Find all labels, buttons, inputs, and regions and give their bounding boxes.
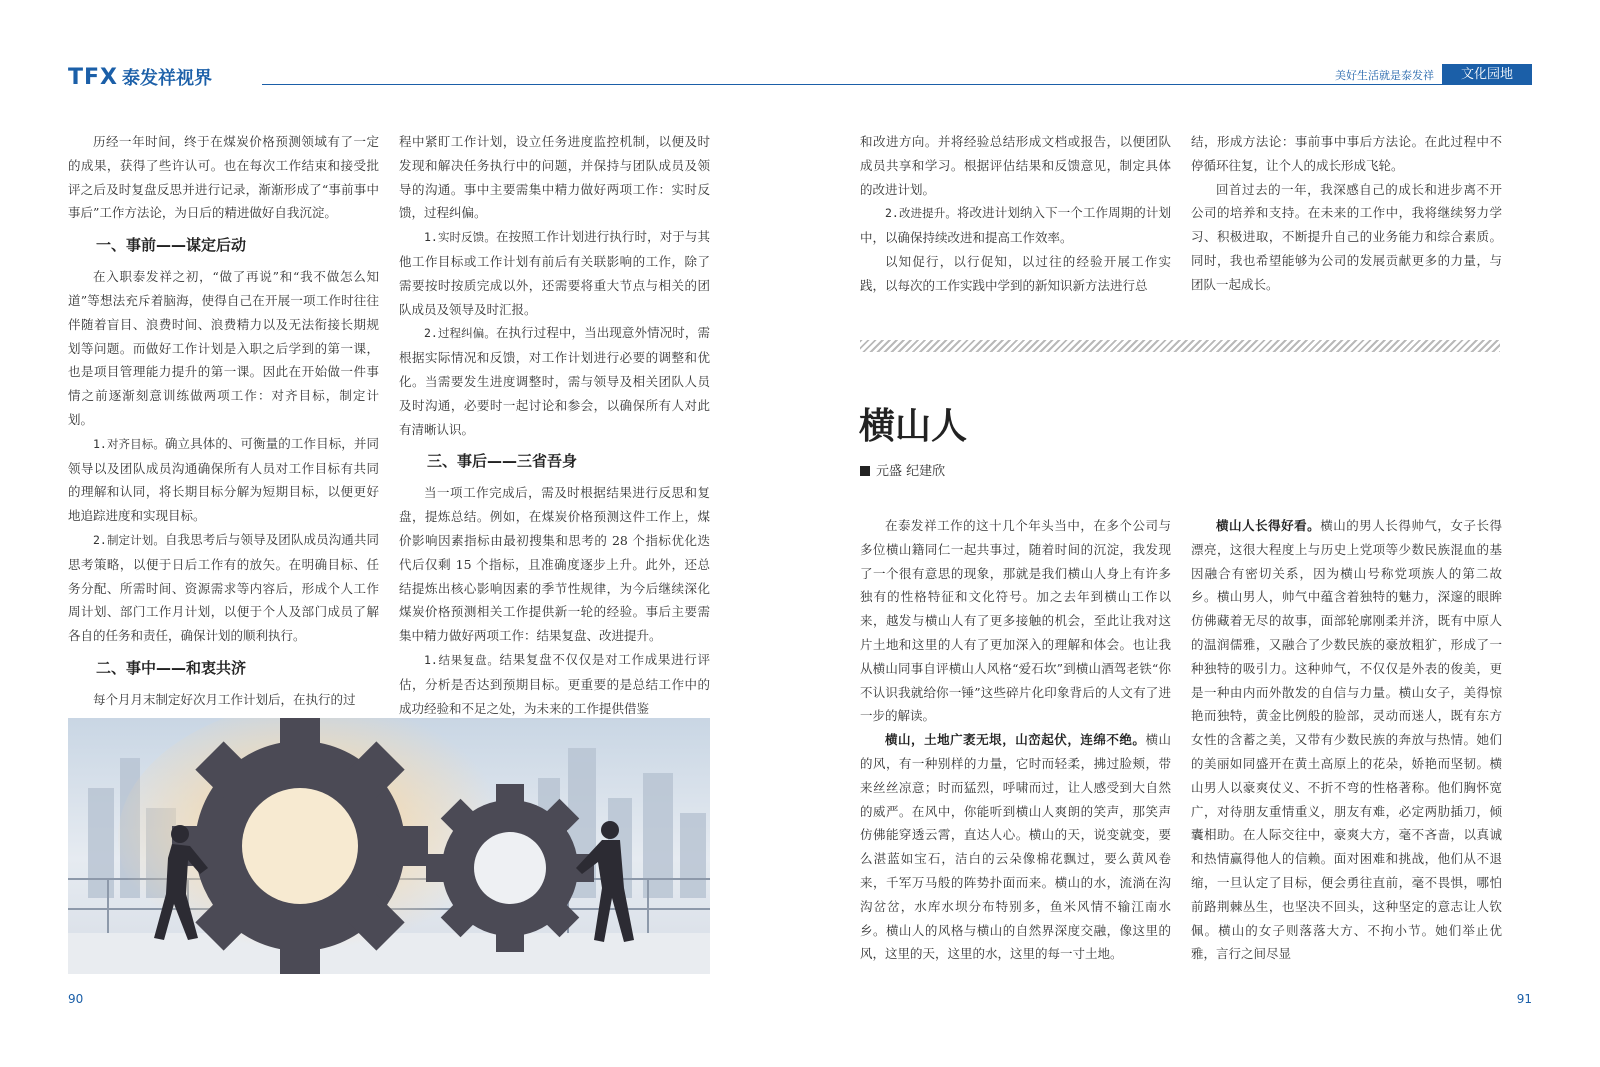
column-2 [399, 130, 710, 720]
logo-chinese: 泰发祥视界 [122, 68, 212, 89]
paragraph: 回首过去的一年，我深感自己的成长和进步离不开公司的培养和支持。在未来的工作中，我将继续努力学习、积极进取，不断提升自己的业务能力和综合素质。同时，我也希望能够为公司的发展贡献更多的力量，与团队一起成长。 [1191, 181, 1502, 292]
gears-illustration [68, 718, 710, 974]
paragraph: 和改进方向。并将经验总结形成文档或报告，以便团队成员共享和学习。根据评估结果和反馈意见，制定具体的改进计划。 [860, 134, 1171, 197]
subheading: 2.改进提升。 [885, 206, 957, 221]
section-heading: 一、事前——谋定后动 [96, 236, 247, 255]
subheading: 2.过程纠偏。 [424, 326, 496, 341]
header-rule [262, 84, 1532, 85]
section-heading: 三、事后——三省吾身 [427, 452, 578, 471]
paragraph: 结，形成方法论：事前事中事后方法论。在此过程中不停循环往复，让个人的成长形成飞轮。 [1191, 134, 1502, 173]
article-author: 元盛 纪建欣 [860, 460, 945, 479]
paragraph: 每个月月末制定好次月工作计划后，在执行的过 [93, 691, 356, 707]
paragraph: 在入职泰发祥之初，“做了再说”和“我不做怎么知道”等想法充斥着脑海，使得自己在开展一项工作时往往伴随着盲目、浪费时间、浪费精力以及无法衔接长期规划等问题。而做好工作计划是入职之后学到的第一课，也是项目管理能力提升的第一课。因此在开始做一件事情之前逐渐刻意训练做两项工作：对齐目标，制定计划。 [68, 269, 379, 427]
column-6 [1191, 514, 1502, 966]
paragraph: 历经一年时间，终于在煤炭价格预测领域有了一定的成果，获得了些许认可。也在每次工作结束和接受批评之后及时复盘反思并进行记录，渐渐形成了“事前事中事后”工作方法论，为日后的精进做好自我沉淀。 [68, 134, 379, 221]
paragraph: 程中紧盯工作计划，设立任务进度监控机制，以便及时发现和解决任务执行中的问题，并保持与团队成员及领导的沟通。事中主要需集中精力做好两项工作：实时反馈，过程纠偏。 [399, 134, 710, 221]
paragraph: 1.对齐目标。确立具体的、可衡量的工作目标，并同领导以及团队成员沟通确保所有人员对工作目标有共同的理解和认同，将长期目标分解为短期目标，以便更好地追踪进度和实现目标。 [68, 435, 379, 524]
article-title: 横山人 [859, 406, 968, 447]
paragraph: 2.制定计划。自我思考后与领导及团队成员沟通共同思考策略，以便于日后工作有的放矢。在明确目标、任务分配、所需时间、资源需求等内容后，形成个人工作周计划、部门工作月计划，以便于个人及部门成员了解各自的任务和责任，确保计划的顺利执行。 [68, 531, 379, 644]
column-1 [68, 130, 379, 712]
paragraph: 当一项工作完成后，需及时根据结果进行反思和复盘，提炼总结。例如，在煤炭价格预测这件工作上，煤价影响因素指标由最初搜集和思考的 28 个指标优化迭代后仅剩 15 个指标，且准确度逐步上升。此外，还总结提炼出核心影响因素的季节性规律，为今后继续深化煤炭价格预测相关工作提供新一轮的经验。事后主要需集中精力做好两项工作：结果复盘、改进提升。 [399, 485, 710, 644]
paragraph: 在泰发祥工作的这十几个年头当中，在多个公司与多位横山籍同仁一起共事过，随着时间的沉淀，我发现了一个很有意思的现象，那就是我们横山人身上有许多独有的性格特征和文化符号。加之去年到横山工作以来，越发与横山人有了更多接触的机会，至此让我对这片土地和这里的人有了更加深入的理解和体会。也让我从横山同事自评横山人风格“爱石坎”到横山酒驾老铁“你不认识我就给你一锤”这些碎片化印象背后的人文有了进一步的解读。 [860, 518, 1171, 724]
column-3 [860, 130, 1171, 298]
bold-lead: 横山，土地广袤无垠，山峦起伏，连绵不绝。 [885, 732, 1146, 748]
section-heading: 二、事中——和衷共济 [96, 658, 247, 677]
subheading: 1.实时反馈。 [424, 230, 496, 245]
logo-tfx: TFX [68, 64, 118, 90]
subheading: 1.结果复盘。 [424, 652, 500, 667]
column-4 [1191, 130, 1502, 297]
header-slogan: 美好生活就是泰发祥 [1335, 69, 1434, 82]
page-number-left: 90 [68, 992, 84, 1006]
paragraph: 横山人长得好看。横山的男人长得帅气，女子长得漂亮，这很大程度上与历史上党项等少数民族混血的基因融合有密切关系，因为横山号称党项族人的第二故乡。横山男人，帅气中蕴含着独特的魅力，深邃的眼眸仿佛藏着无尽的故事，面部轮廓刚柔并济，既有中原人的温润儒雅，又融合了少数民族的豪放粗犷，形成了一种独特的吸引力。这种帅气，不仅仅是外表的俊美，更是一种由内而外散发的自信与力量。横山女子，美得惊艳而独特，黄金比例般的脸部，灵动而迷人，既有东方女性的含蓄之美，又带有少数民族的奔放与热情。她们的美丽如同盛开在黄土高原上的花朵，娇艳而坚韧。横山男人以豪爽仗义、不折不弯的性格著称。他们胸怀宽广，对待朋友重情重义，朋友有难，必定两肋插刀，倾囊相助。在人际交往中，豪爽大方，毫不吝啬，以真诚和热情赢得他人的信赖。面对困难和挑战，他们从不退缩，一旦认定了目标，便会勇往直前，毫不畏惧，哪怕前路荆棘丛生，也坚决不回头，这种坚定的意志让人钦佩。横山的女子则落落大方、不拘小节。她们举止优雅，言行之间尽显 [1191, 518, 1502, 962]
subheading: 1.对齐目标。 [93, 436, 165, 451]
page-number-right: 91 [1516, 992, 1532, 1006]
paragraph: 以知促行，以行促知，以过往的经验开展工作实践，以每次的工作实践中学到的新知识新方法进行总 [860, 253, 1171, 293]
paragraph: 2.改进提升。将改进计划纳入下一个工作周期的计划中，以确保持续改进和提高工作效率。 [860, 205, 1171, 246]
bold-lead: 横山人长得好看。 [1216, 518, 1321, 533]
column-5 [860, 514, 1171, 966]
subheading: 2.制定计划。 [93, 532, 165, 547]
paragraph: 1.结果复盘。结果复盘不仅仅是对工作成果进行评估，分析是否达到预期目标。更重要的是总结工作中的成功经验和不足之处，为未来的工作提供借鉴 [399, 651, 710, 716]
hatched-divider [860, 340, 1500, 352]
paragraph: 1.实时反馈。在按照工作计划进行执行时，对于与其他工作目标或工作计划有前后有关联影响的工作，除了需要按时按质完成以外，还需要将重大节点与相关的团队成员及领导及时汇报。 [399, 229, 710, 317]
paragraph: 2.过程纠偏。在执行过程中，当出现意外情况时，需根据实际情况和反馈，对工作计划进行必要的调整和优化。当需要发生进度调整时，需与领导及相关团队人员及时沟通，必要时一起讨论和参会，以确保所有人对此有清晰认识。 [399, 325, 710, 437]
magazine-logo [68, 64, 212, 90]
section-tag: 文化园地 [1442, 64, 1532, 85]
square-bullet-icon [860, 466, 870, 476]
paragraph: 横山，土地广袤无垠，山峦起伏，连绵不绝。横山的风，有一种别样的力量，它时而轻柔，拂过脸颊，带来丝丝凉意；时而猛烈，呼啸而过，让人感受到大自然的威严。在风中，你能听到横山人爽朗的笑声，那笑声仿佛能穿透云霄，直达人心。横山的天，说变就变，要么湛蓝如宝石，洁白的云朵像棉花飘过，要么黄风卷来，千军万马般的阵势扑面而来。横山的水，流淌在沟沟岔岔，水库水坝分布特别多，鱼米风情不输江南水乡。横山人的风格与横山的自然界深度交融，像这里的风，这里的天，这里的水，这里的每一寸土地。 [860, 732, 1171, 962]
page-header [68, 64, 1532, 90]
